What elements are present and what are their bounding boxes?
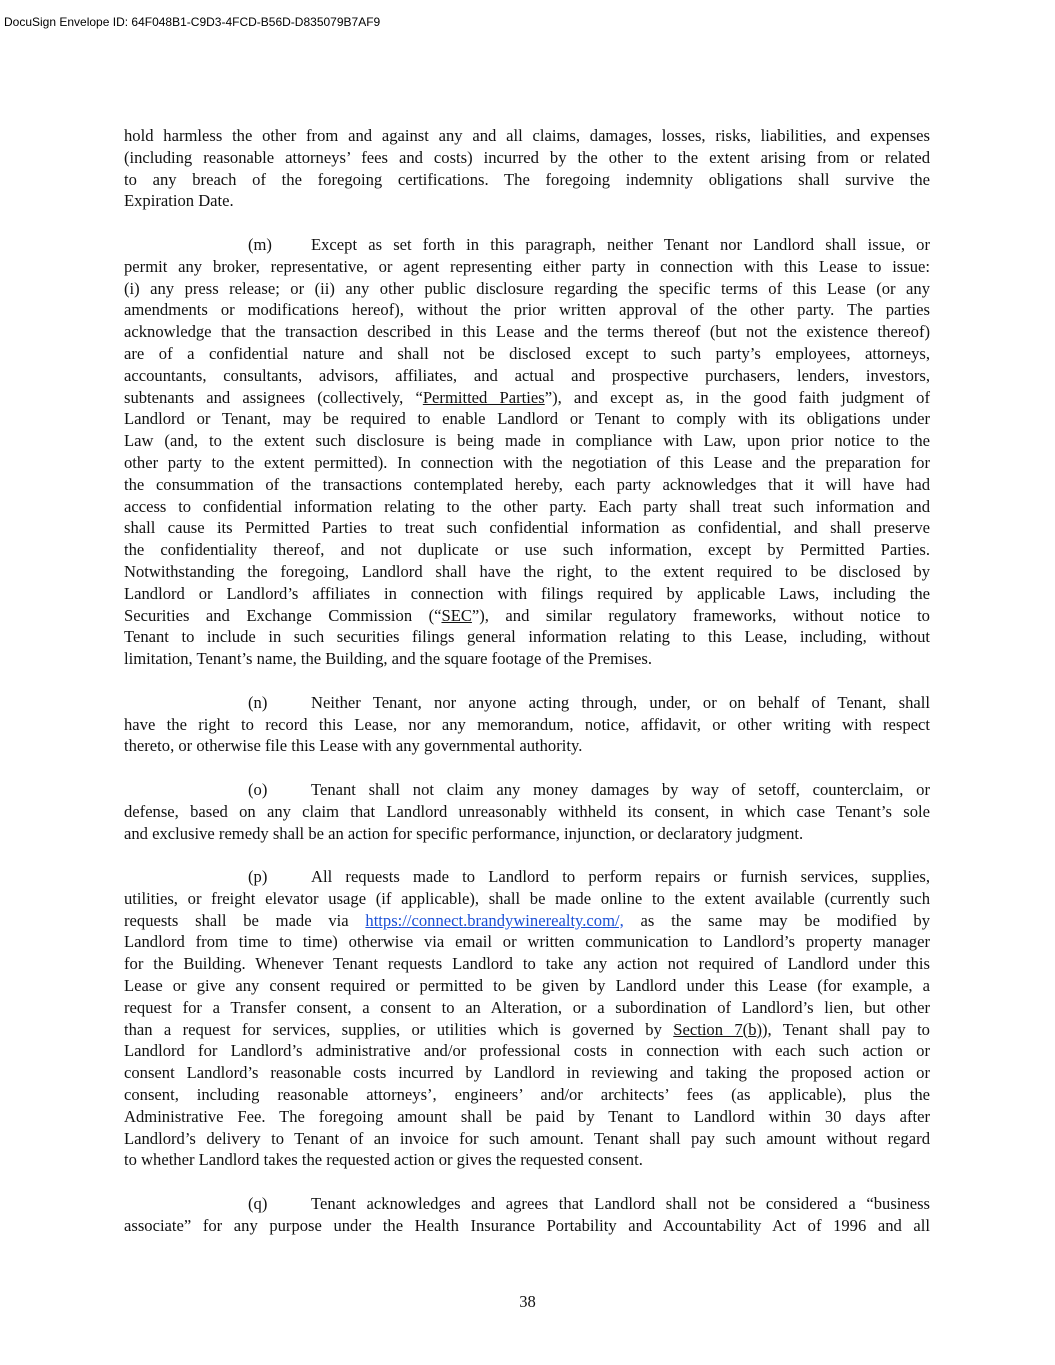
portal-link[interactable]: https://connect.brandywinerealty.com/, xyxy=(365,910,624,930)
paragraph-o xyxy=(124,779,930,844)
text-line: Tenant to include in such securities filings general information relating to this Lease, including, without xyxy=(124,627,930,647)
text-line: (i) any press release; or (ii) any other public disclosure regarding the specific terms of this Lease (or any xyxy=(124,278,930,298)
text-line: permit any broker, representative, or agent representing either party in connection with this Lease to issue: xyxy=(124,256,930,276)
text-line: utilities, or freight elevator usage (if applicable), shall be made online to the extent available (currently such xyxy=(124,888,930,908)
text-line: access to confidential information relating to the other party. Each party shall treat such information and xyxy=(124,496,930,516)
text-segment: ”), and similar regulatory frameworks, without notice to xyxy=(471,605,930,625)
text-line: are of a confidential nature and shall not be disclosed except to such party’s employees, attorneys, xyxy=(124,343,930,363)
paragraph-q xyxy=(124,1193,930,1237)
text-segment: ”), and except as, in the good faith judgment of xyxy=(544,387,930,407)
page-number: 38 xyxy=(519,1292,536,1311)
text-segment: subtenants and assignees (collectively, “ xyxy=(124,387,423,407)
text-segment: requests shall be made via xyxy=(124,910,366,930)
text-line: defense, based on any claim that Landlord unreasonably withheld its consent, in which case Tenant’s sole xyxy=(124,801,930,821)
text-line: and exclusive remedy shall be an action for specific performance, injunction, or declaratory judgment. xyxy=(124,823,804,843)
text-line: Lease or give any consent required or permitted to be given by Landlord under this Lease (for example, a xyxy=(124,976,930,996)
text-line: associate” for any purpose under the Health Insurance Portability and Accountability Act of 1996 and all xyxy=(124,1215,930,1235)
text-line: consent Landlord’s reasonable costs incurred by Landlord in reviewing and taking the proposed action or xyxy=(124,1063,930,1083)
text-line: shall cause its Permitted Parties to treat such confidential information as confidential, and shall preserve xyxy=(124,518,930,538)
text-line: request for a Transfer consent, a consent to an Alteration, or a subordination of Landlord’s lien, but other xyxy=(124,997,930,1017)
text-line: Landlord for Landlord’s administrative and/or professional costs in connection with each such action or xyxy=(124,1041,930,1061)
paragraph-text: All requests made to Landlord to perform repairs or furnish services, supplies, xyxy=(311,867,930,887)
paragraph-text: Tenant shall not claim any money damages by way of setoff, counterclaim, or xyxy=(311,779,930,799)
paragraph-m xyxy=(124,234,930,670)
paragraph-n xyxy=(124,692,930,757)
text-line: Expiration Date. xyxy=(124,191,234,211)
text-line xyxy=(124,605,930,627)
text-line: the consummation of the transactions contemplated hereby, each party acknowledges that it will have had xyxy=(124,474,930,494)
paragraph-text: Neither Tenant, nor anyone acting through, under, or on behalf of Tenant, shall xyxy=(311,692,930,712)
paragraph-first-line xyxy=(124,234,930,256)
text-line: other party to the extent permitted). In connection with the negotiation of this Lease and the preparation for xyxy=(124,452,930,472)
defined-term: SEC xyxy=(441,605,472,625)
paragraph-continued xyxy=(124,125,930,212)
paragraph-text: Except as set forth in this paragraph, neither Tenant nor Landlord shall issue, or xyxy=(311,234,930,254)
text-line: to whether Landlord takes the requested action or gives the requested consent. xyxy=(124,1150,643,1170)
text-line: Landlord or Tenant, may be required to enable Landlord or Tenant to comply with its obligations under xyxy=(124,409,930,429)
text-line: the confidentiality thereof, and not duplicate or use such information, except by Permitted Parties. xyxy=(124,540,930,560)
text-line: Notwithstanding the foregoing, Landlord shall have the right, to the extent required to be disclosed by xyxy=(124,561,930,581)
paragraph-first-line xyxy=(124,692,930,714)
document-body xyxy=(124,125,930,1258)
text-line: Landlord from time to time) otherwise via email or written communication to Landlord’s property manager xyxy=(124,932,930,952)
text-line: limitation, Tenant’s name, the Building, and the square footage of the Premises. xyxy=(124,649,653,669)
text-line: for the Building. Whenever Tenant requests Landlord to take any action not required of Landlord under this xyxy=(124,954,930,974)
text-line xyxy=(124,387,930,409)
defined-term: Permitted Parties xyxy=(422,387,545,407)
paragraph-first-line xyxy=(124,1193,930,1215)
text-line: thereto, or otherwise file this Lease with any governmental authority. xyxy=(124,736,583,756)
text-line xyxy=(124,1019,930,1041)
paragraph-label: (o) xyxy=(248,779,268,799)
paragraph-p xyxy=(124,866,930,1171)
text-line: hold harmless the other from and against any and all claims, damages, losses, risks, liabilities, and expenses xyxy=(124,126,930,145)
paragraph-label: (q) xyxy=(248,1194,268,1214)
text-line: Landlord’s delivery to Tenant of an invoice for such amount. Tenant shall pay such amount without regard xyxy=(124,1128,930,1148)
text-line: Law (and, to the extent such disclosure is being made in compliance with Law, upon prior notice to the xyxy=(124,431,930,451)
text-segment: than a request for services, supplies, or utilities which is governed by xyxy=(124,1019,674,1039)
text-segment: ), Tenant shall pay to xyxy=(762,1019,930,1039)
text-line: Administrative Fee. The foregoing amount shall be paid by Tenant to Landlord within 30 days after xyxy=(124,1106,930,1126)
text-line: (including reasonable attorneys’ fees and costs) incurred by the other to the extent arising from or related xyxy=(124,147,930,167)
defined-term: Section 7(b) xyxy=(673,1019,763,1039)
paragraph-first-line xyxy=(124,866,930,888)
text-line: amendments or modifications hereof), without the prior written approval of the other party. The parties xyxy=(124,300,930,320)
text-line: accountants, consultants, advisors, affiliates, and actual and prospective purchasers, lenders, investors, xyxy=(124,365,930,385)
text-segment: Securities and Exchange Commission (“ xyxy=(124,605,442,625)
docusign-envelope-id: DocuSign Envelope ID: 64F048B1-C9D3-4FCD-B56D-D835079B7AF9 xyxy=(4,15,381,29)
text-segment: as the same may be modified by xyxy=(623,910,930,930)
text-line: have the right to record this Lease, nor any memorandum, notice, affidavit, or other writing with respect xyxy=(124,714,930,734)
text-line: Landlord or Landlord’s affiliates in connection with filings required by applicable Laws, including the xyxy=(124,583,930,603)
paragraph-label: (p) xyxy=(248,867,268,887)
paragraph-label: (m) xyxy=(248,234,272,254)
paragraph-first-line xyxy=(124,779,930,801)
text-line: acknowledge that the transaction described in this Lease and the terms thereof (but not the existence thereof) xyxy=(124,322,930,342)
paragraph-text: Tenant acknowledges and agrees that Landlord shall not be considered a “business xyxy=(311,1194,930,1214)
text-line: consent, including reasonable attorneys’, engineers’ and/or architects’ fees (as applicable), plus the xyxy=(124,1085,930,1105)
text-line xyxy=(124,910,930,932)
text-line: to any breach of the foregoing certifications. The foregoing indemnity obligations shall survive the xyxy=(124,169,930,189)
paragraph-label: (n) xyxy=(248,692,268,712)
